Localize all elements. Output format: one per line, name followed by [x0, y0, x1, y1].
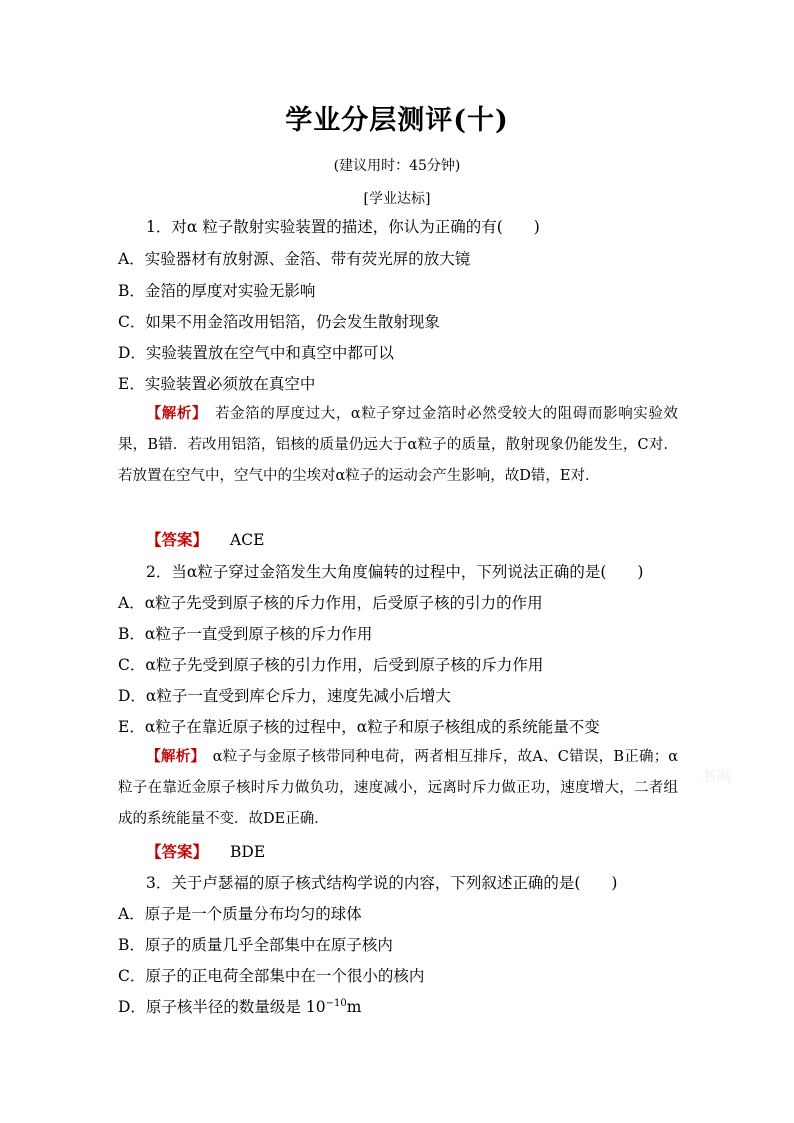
question-1-option-d: D．实验装置放在空气中和真空中都可以	[118, 344, 394, 362]
question-2-stem: 2．当α粒子穿过金箔发生大角度偏转的过程中，下列说法正确的是( )	[146, 563, 644, 581]
analysis-tag: 【解析】	[146, 405, 200, 422]
option-d-text: D．原子核半径的数量级是 10	[118, 998, 326, 1016]
question-2-option-c: C．α粒子先受到原子核的引力作用，后受到原子核的斥力作用	[118, 656, 544, 674]
question-2-answer	[146, 840, 265, 862]
option-d-unit: m	[346, 998, 362, 1016]
analysis-text: 若金箔的厚度过大，α粒子穿过金箔时必然受较大的阻碍而影响实验效果，B错．若改用铝箔，铝核的质量仍远大于α粒子的质量，散射现象仍能发生，C对．若放置在空气中，空气中的尘埃对α粒子的运动会产生影响，故D错，E对．	[118, 406, 679, 484]
question-1-option-e: E．实验装置必须放在真空中	[118, 375, 316, 393]
question-1-analysis	[118, 398, 678, 492]
question-3-option-b: B．原子的质量几乎全部集中在原子核内	[118, 936, 393, 954]
answer-tag: 【答案】	[146, 530, 209, 549]
question-1-option-c: C．如果不用金箔改用铝箔，仍会发生散射现象	[118, 313, 440, 331]
question-1-stem: 1．对α 粒子散射实验装置的描述，你认为正确的有( )	[146, 218, 540, 236]
question-2-option-d: D．α粒子一直受到库仑斥力，速度先减小后增大	[118, 687, 451, 705]
option-d-exponent: −10	[325, 997, 347, 1009]
section-heading: [学业达标]	[363, 191, 431, 207]
analysis-text: α粒子与金原子核带同种电荷，两者相互排斥，故A、C错误，B正确；α粒子在靠近金原子核时斥力做负功，速度减小，远离时斥力做正功，速度增大，二者组成的系统能量不变．故DE正确．	[118, 749, 679, 827]
question-3-option-d	[118, 995, 361, 1017]
question-2-option-e: E．α粒子在靠近原子核的过程中，α粒子和原子核组成的系统能量不变	[118, 718, 600, 736]
answer-text: ACE	[230, 531, 265, 549]
question-3-option-c: C．原子的正电荷全部集中在一个很小的核内	[118, 967, 425, 985]
page-title: 学业分层测评(十)	[285, 105, 509, 136]
time-note: (建议用时：45分钟)	[333, 158, 461, 174]
question-3-stem: 3．关于卢瑟福的原子核式结构学说的内容，下列叙述正确的是( )	[146, 874, 618, 892]
analysis-tag: 【解析】	[146, 748, 198, 765]
answer-tag: 【答案】	[146, 842, 209, 861]
question-1-option-b: B．金箔的厚度对实验无影响	[118, 282, 316, 300]
answer-text: BDE	[230, 843, 266, 861]
question-2-option-b: B．α粒子一直受到原子核的斥力作用	[118, 625, 373, 643]
watermark: 书网	[700, 767, 733, 786]
question-1-answer	[146, 528, 264, 550]
question-2-option-a: A．α粒子先受到原子核的斥力作用，后受原子核的引力的作用	[118, 594, 543, 612]
question-1-option-a: A．实验器材有放射源、金箔、带有荧光屏的放大镜	[118, 250, 471, 268]
question-2-analysis	[118, 741, 678, 835]
question-3-option-a: A．原子是一个质量分布均匀的球体	[118, 905, 362, 923]
